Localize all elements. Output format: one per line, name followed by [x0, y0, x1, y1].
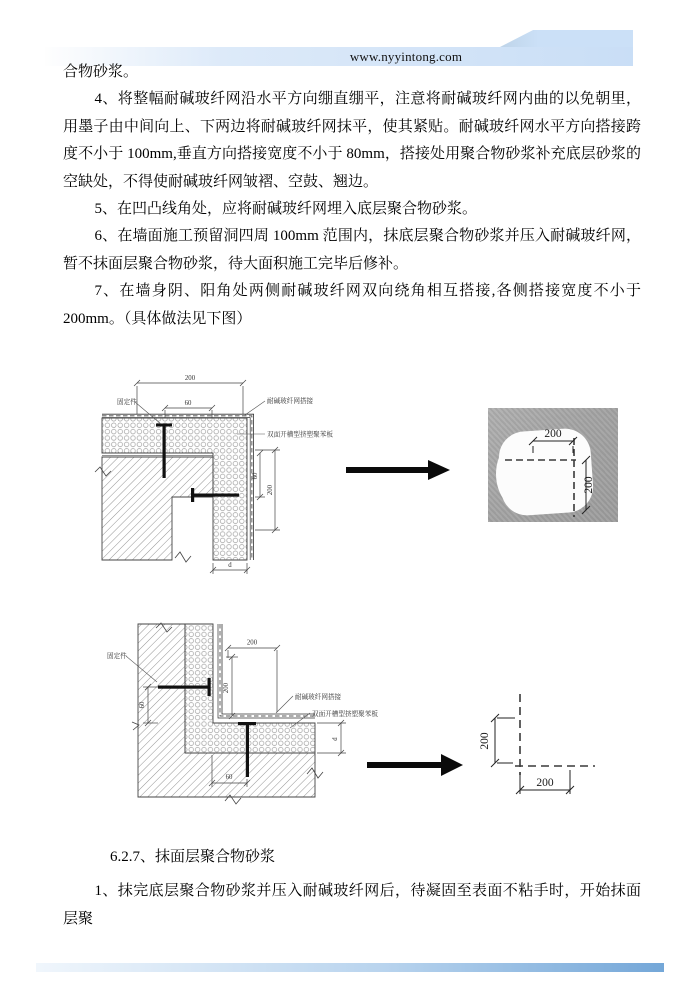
xps-board-label: 双面开槽型挤塑聚苯板	[267, 431, 333, 439]
photo-overlay	[488, 408, 618, 522]
site-url: www.nyyintong.com	[349, 49, 463, 64]
paragraph-item-6: 6、在墙面施工预留洞四周 100mm 范围内，抹底层聚合物砂浆并压入耐碱玻纤网，暂不抹面层聚合物砂浆，待大面积施工完毕后修补。	[63, 228, 641, 272]
dim-value: 200	[223, 682, 230, 694]
body-text-block	[63, 59, 641, 333]
dim-value: 60	[139, 701, 146, 709]
leader-line	[276, 696, 293, 713]
paragraph-item-4: 4、将整幅耐碱玻纤网沿水平方向绷直绷平，注意将耐碱玻纤网内曲的以免朝里，用墨子由中间向上、下两边将耐碱玻纤网抹平，使其紧贴。耐碱玻纤网水平方向搭接跨度不小于 100mm,垂直方向搭接宽度不小于 80mm，搭接处用聚合物砂浆补充底层砂浆的空缺处，不得使耐碱玻纤网皱褶、空鼓、翘边。	[63, 91, 641, 190]
detail-arrow-icon	[344, 456, 454, 484]
dim-value: 200	[479, 732, 491, 750]
mesh-lap-label: 耐碱玻纤网搭接	[295, 694, 342, 701]
section-paragraph-1: 1、抹完底层聚合物砂浆并压入耐碱玻纤网后，待凝固至表面不粘手时，开始抹面层聚	[63, 883, 641, 927]
render-inner-line	[218, 624, 315, 718]
dimension-200-vertical	[491, 714, 515, 767]
paragraph-item-7: 7、在墙身阴、阳角处两侧耐碱玻纤网双向绕角相互搭接,各侧搭接宽度不小于 200mm。（具体做法见下图）	[63, 283, 641, 327]
paragraph-continuation: 合物砂浆。	[63, 64, 139, 80]
wall-section	[102, 457, 213, 560]
break-mark	[175, 552, 191, 562]
leader-line	[245, 401, 265, 415]
section-627	[63, 844, 641, 933]
mesh-lap-label: 耐碱玻纤网搭接	[267, 398, 314, 405]
dim-value: 60	[225, 774, 233, 781]
dim-value: d	[332, 737, 339, 741]
header-corner-shape	[498, 30, 633, 48]
dim-value: 200	[544, 428, 562, 440]
fastener-label: 固定件	[107, 653, 127, 660]
white-wall-shape	[496, 436, 556, 512]
xps-board-label: 双面开槽型挤塑聚苯板	[312, 711, 378, 718]
dim-value: 200	[583, 476, 595, 494]
paragraph-item-5: 5、在凹凸线角处，应将耐碱玻纤网埋入底层聚合物砂浆。	[94, 201, 478, 218]
dim-value: 200	[267, 484, 274, 496]
dim-value: 60	[252, 472, 259, 480]
corner-photo-detail	[488, 408, 618, 522]
corner-sketch-detail	[365, 680, 610, 805]
corner-diagram-internal	[60, 612, 390, 827]
section-heading: 6.2.7、抹面层聚合物砂浆	[110, 849, 276, 865]
mesh-dashed-line	[220, 624, 315, 716]
dimension-top-200	[134, 380, 246, 414]
dim-value: d	[228, 562, 232, 569]
dimension-top-200	[225, 645, 280, 712]
fastener-label: 固定件	[117, 399, 137, 406]
dim-value: 200	[246, 639, 258, 647]
dim-value: 60	[184, 400, 192, 407]
dim-value: 200	[536, 777, 554, 789]
detail-arrow-icon	[367, 754, 463, 776]
dim-value: 200	[184, 375, 196, 382]
footer-bar	[36, 963, 664, 972]
